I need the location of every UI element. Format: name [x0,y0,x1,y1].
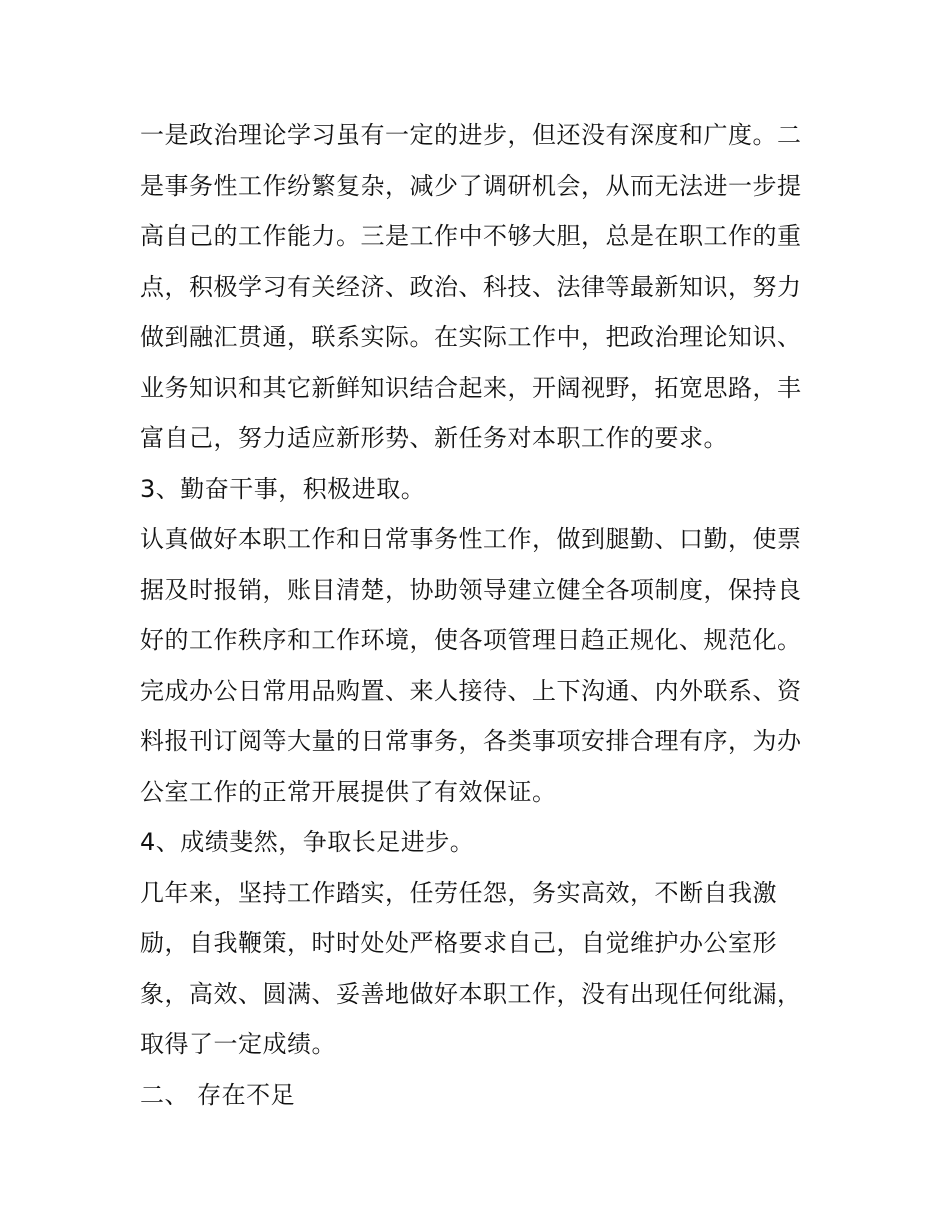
text-line: 取得了一定成绩。 [140,1030,336,1058]
text-line: 点，积极学习有关经济、政治、科技、法律等最新知识，努力 [140,272,802,301]
text-line: 认真做好本职工作和日常事务性工作，做到腿勤、口勤，使票 [140,525,802,553]
text-line: 富自己，努力适应新形势、新任务对本职工作的要求。 [140,424,728,452]
text-line: 励，自我鞭策，时时处处严格要求自己，自觉维护办公室形 [140,929,777,957]
text-line: 几年来，坚持工作踏实，任劳任怨，务实高效，不断自我激 [140,878,777,907]
text-line: 据及时报销，账目清楚，协助领导建立健全各项制度，保持良 [140,575,802,604]
text-line: 好的工作秩序和工作环境，使各项管理日趋正规化、规范化。 [140,626,802,654]
text-line: 象，高效、圆满、妥善地做好本职工作，没有出现任何纰漏， [140,979,802,1008]
document-body [140,110,820,1120]
text-line: 是事务性工作纷繁复杂，减少了调研机会，从而无法进一步提 [140,171,802,200]
section-heading-3: 3、勤奋干事，积极进取。 [140,474,426,503]
section-heading-4: 4、成绩斐然，争取长足进步。 [140,828,475,856]
text-line: 高自己的工作能力。三是工作中不够大胆，总是在职工作的重 [140,222,802,250]
text-line: 业务知识和其它新鲜知识结合起来，开阔视野，拓宽思路，丰 [140,373,802,402]
text-line: 公室工作的正常开展提供了有效保证。 [140,777,557,806]
text-line: 完成办公日常用品购置、来人接待、上下沟通、内外联系、资 [140,676,802,705]
text-line: 料报刊订阅等大量的日常事务，各类事项安排合理有序，为办 [140,727,802,755]
text-line: 一是政治理论学习虽有一定的进步，但还没有深度和广度。二 [140,121,802,149]
text-line: 做到融汇贯通，联系实际。在实际工作中，把政治理论知识、 [140,323,802,351]
section-heading-shortcomings: 二、 存在不足 [140,1080,296,1109]
